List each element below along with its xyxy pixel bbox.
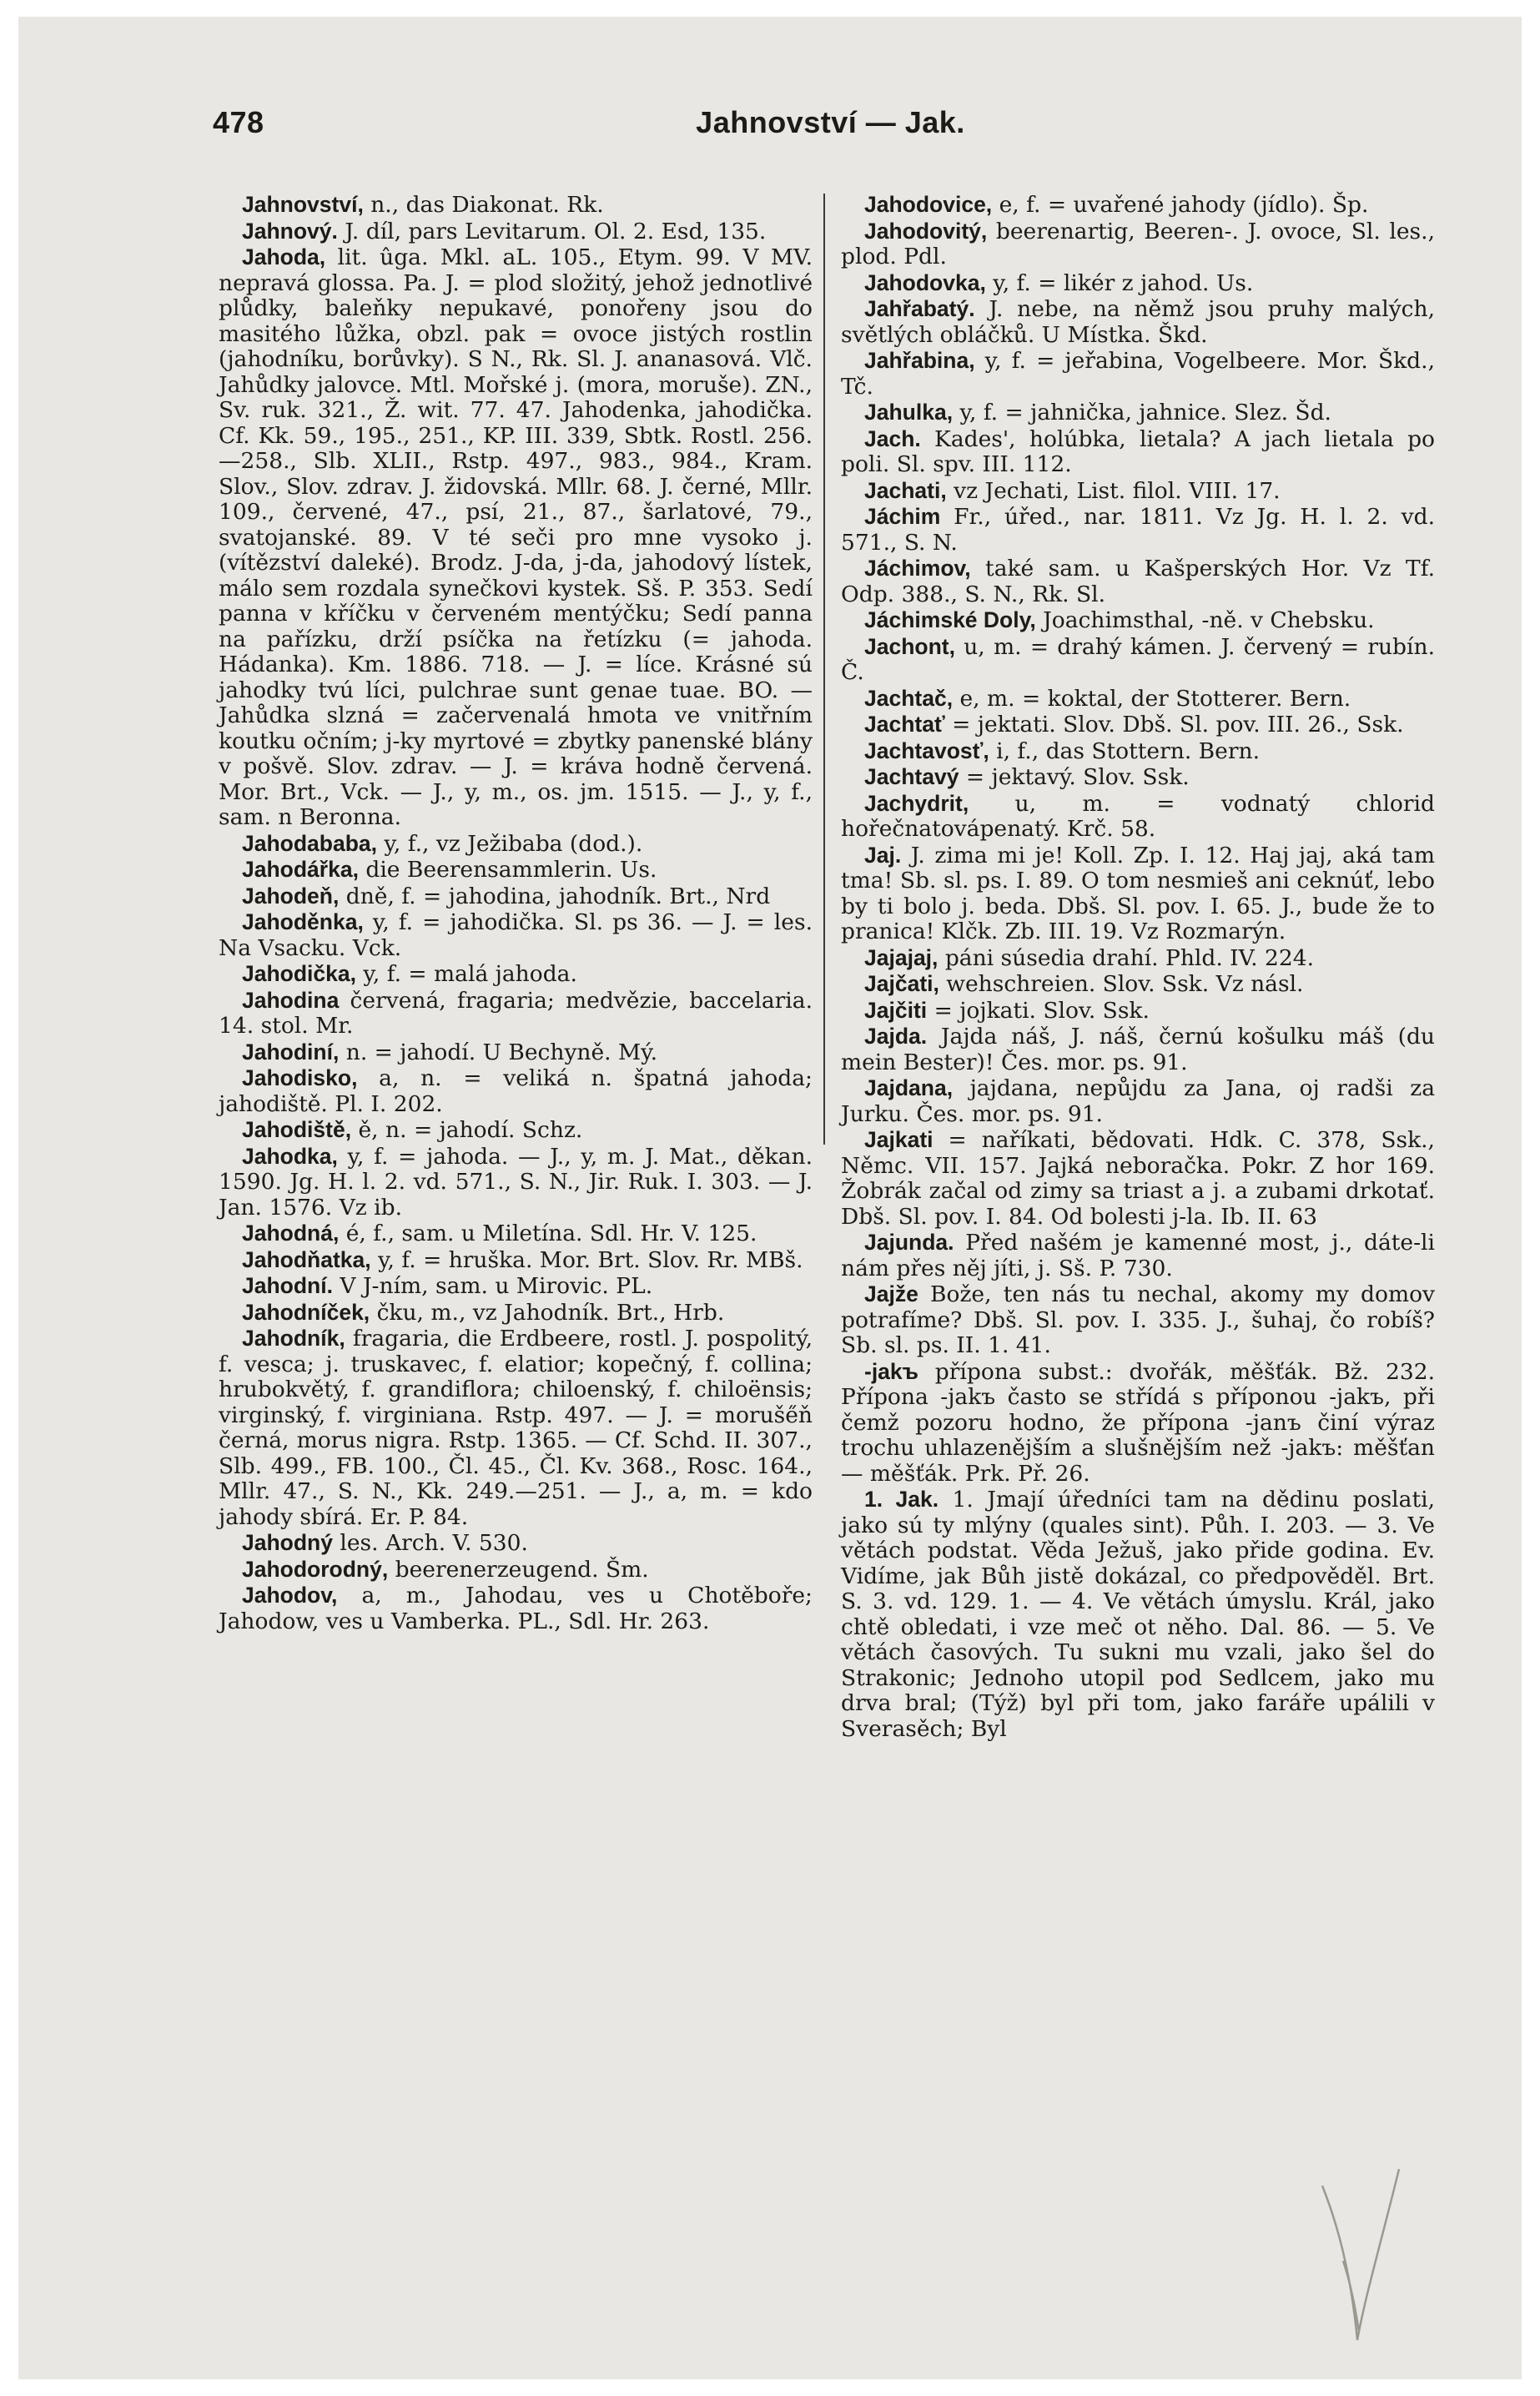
column-divider xyxy=(823,194,825,1145)
entry-headword: Jahodeň, xyxy=(242,883,340,909)
entry-definition: ě, n. = jahodí. Schz. xyxy=(351,1117,583,1143)
entry-definition: = jektavý. Slov. Ssk. xyxy=(959,764,1190,790)
dictionary-entry xyxy=(841,1075,1435,1127)
pencil-mark xyxy=(1306,2152,1406,2353)
entry-headword: Jahodisko, xyxy=(242,1065,358,1090)
entry-definition: y, f. = likér z jahod. Us. xyxy=(985,269,1254,296)
entry-definition: y, f. = jahnička, jahnice. Slez. Šd. xyxy=(953,400,1331,425)
dictionary-entry xyxy=(219,988,813,1039)
dictionary-entry xyxy=(841,400,1435,426)
entry-definition: červená, fragaria; medvězie, baccelaria. 14. stol. Mr. xyxy=(219,987,813,1039)
entry-headword: Jahulka, xyxy=(864,400,954,425)
dictionary-entry xyxy=(219,1247,813,1274)
entry-headword: Jachont, xyxy=(864,633,955,659)
entry-definition: páni súsedia drahí. Phld. IV. 224. xyxy=(938,944,1314,971)
left-column xyxy=(219,192,813,1634)
entry-headword: Jahřabatý. xyxy=(864,296,975,321)
entry-definition: J. zima mi je! Koll. Zp. I. 12. Haj jaj, aká tam tma! Sb. sl. ps. I. 89. O tom nesmieš ani ceknúť, lebo by ti bolo j. beda. Dbš. Sl. pov. I. 65. J., bude že to pranica! Klčk. Zb. III. 19. Vz Rozmarýn. xyxy=(841,842,1435,944)
entry-headword: Jáchim xyxy=(864,504,941,529)
dictionary-entry xyxy=(841,1024,1435,1075)
dictionary-entry xyxy=(841,738,1435,765)
dictionary-entry xyxy=(841,945,1435,972)
dictionary-entry xyxy=(219,1530,813,1557)
entry-definition: y, f. = jeřabina, Vogelbeere. Mor. Škd., Tč. xyxy=(841,348,1435,400)
dictionary-entry xyxy=(841,426,1435,478)
entry-definition: = jojkati. Slov. Ssk. xyxy=(927,997,1150,1024)
entry-definition: e, f. = uvařené jahody (jídlo). Šp. xyxy=(992,192,1369,218)
entry-headword: Jachydrit, xyxy=(864,790,969,816)
dictionary-entry xyxy=(841,1230,1435,1281)
dictionary-entry xyxy=(841,998,1435,1024)
entry-headword: Jahodný xyxy=(242,1530,333,1555)
entry-headword: Jahodorodný, xyxy=(242,1556,389,1582)
entry-definition: J. díl, pars Levitarum. Ol. 2. Esd, 135. xyxy=(337,218,767,244)
entry-headword: Jajunda. xyxy=(864,1230,954,1255)
dictionary-entry xyxy=(841,791,1435,843)
dictionary-entry xyxy=(841,348,1435,400)
entry-definition: y, f. = hruška. Mor. Brt. Slov. Rr. MBš. xyxy=(370,1246,803,1273)
entry-definition: čku, m., vz Jahodník. Brt., Hrb. xyxy=(370,1299,725,1326)
running-head: Jahnovství — Jak. xyxy=(696,105,965,139)
entry-headword: Jahodovka, xyxy=(864,269,986,295)
dictionary-entry xyxy=(219,1065,813,1117)
dictionary-entry xyxy=(841,1127,1435,1230)
entry-definition: Fr., úřed., nar. 1811. Vz Jg. H. l. 2. vd. 571., S. N. xyxy=(841,504,1435,556)
dictionary-entry xyxy=(841,219,1435,270)
dictionary-entry xyxy=(219,1039,813,1066)
entry-headword: Jahodářka, xyxy=(242,857,359,882)
dictionary-entry xyxy=(841,1487,1435,1742)
entry-definition: fragaria, die Erdbeere, rostl. J. pospolitý, f. vesca; j. truskavec, f. elatior; kopečný, f. collina; hrubokvětý, f. grandiflora; chiloenský, f. chiloënsis; virginský, f. virginiana. Rstp. 497. — J. = moruše̋ň černá, morus nigra. Rstp. 1365. — Cf. Schd. II. 307., Slb. 499., FB. 100., Čl. 45., Čl. Kv. 368., Rosc. 164., Mllr. 47., S. N., Kk. 249.—251. — J., a, m. = kdo jahody sbírá. Er. P. 84. xyxy=(219,1326,813,1530)
entry-headword: Jajčiti xyxy=(864,997,928,1023)
entry-definition: Jajda náš, J. náš, černú košulku máš (du mein Bester)! Čes. mor. ps. 91. xyxy=(841,1024,1435,1075)
page-header xyxy=(213,105,1448,142)
dictionary-entry xyxy=(841,270,1435,297)
entry-headword: Jahodník, xyxy=(242,1326,345,1351)
entry-headword: 1. Jak. xyxy=(864,1487,939,1512)
dictionary-entry xyxy=(219,883,813,910)
entry-headword: Jahodiště, xyxy=(242,1117,352,1142)
entry-definition: u, m. = drahý kámen. J. červený = rubín. Č. xyxy=(841,633,1435,685)
entry-headword: Jachati, xyxy=(864,477,947,503)
entry-headword: Jahodov, xyxy=(242,1583,338,1608)
entry-headword: Jahnovství, xyxy=(242,192,364,217)
dictionary-entry xyxy=(219,831,813,858)
entry-headword: Jahřabina, xyxy=(864,348,975,373)
entry-headword: Jahnový. xyxy=(242,218,338,244)
dictionary-entry xyxy=(219,1326,813,1530)
entry-headword: Jachtať xyxy=(864,712,945,737)
entry-definition: = naříkati, bědovati. Hdk. C. 378, Ssk., Němc. VII. 157. Jajká neboračka. Pokr. Z hor 169. Žobrák začal od zimy sa triast a j. a zubami drkotať. Dbš. Sl. pov. I. 84. Od bolesti j-la. Ib. II. 63 xyxy=(841,1127,1435,1230)
entry-headword: Jahodná, xyxy=(242,1221,340,1246)
entry-definition: přípona subst.: dvořák, měšťák. Bž. 232. Přípona -jakъ často se střídá s příponou -jakъ, při čemž pozoru hodno, že přípona -janъ činí výraz trochu uhlazenějším a slušnějším než -jakъ: měšťan — měšťák. Prk. Př. 26. xyxy=(841,1358,1435,1487)
right-column xyxy=(841,192,1435,1742)
page-number: 478 xyxy=(213,105,264,139)
entry-headword: Jajčati, xyxy=(864,971,939,996)
dictionary-entry xyxy=(841,843,1435,945)
entry-definition: 1. Jmají úředníci tam na dědinu poslati, jako sú ty mlýny (quales sint). Půh. I. 203. — 3. Ve větách podstat. Věda Ježuš, jako přide godina. Ev. Vidíme, jak Bůh jistě dokázal, co předpověděl. Brt. S. 3. vd. 129. 1. — 4. Ve větách úmyslu. Král, jako chtě obledati, i vze meč ot něho. Dal. 86. — 5. Ve větách časových. Tu sukni mu vzali, jako šel do Strakonic; Jednoho utopil pod Sedlcem, jako mu drva bral; (Týž) byl při tom, jako faráře upálili v Sverasěch; Byl xyxy=(841,1487,1436,1742)
entry-headword: Jajda. xyxy=(864,1024,928,1049)
dictionary-entry xyxy=(841,504,1435,556)
entry-headword: Jachtač, xyxy=(864,685,954,711)
dictionary-entry xyxy=(219,1300,813,1326)
dictionary-entry xyxy=(219,1273,813,1300)
dictionary-entry xyxy=(841,712,1435,738)
entry-headword: Jahodka, xyxy=(242,1143,338,1169)
dictionary-entry xyxy=(219,1583,813,1634)
entry-definition: jajdana, nepůjdu za Jana, oj radši za Jurku. Čes. mor. ps. 91. xyxy=(841,1075,1435,1127)
dictionary-entry xyxy=(841,686,1435,712)
entry-definition: beerenartig, Beeren-. J. ovoce, Sl. les., plod. Pdl. xyxy=(841,218,1435,269)
entry-headword: Jahodníček, xyxy=(242,1299,370,1325)
dictionary-entry xyxy=(841,1281,1435,1359)
dictionary-entry xyxy=(219,244,813,831)
entry-definition: n. = jahodí. U Bechyně. Mý. xyxy=(339,1039,658,1065)
dictionary-entry xyxy=(219,219,813,245)
dictionary-entry xyxy=(841,556,1435,607)
entry-definition: také sam. u Kašperských Hor. Vz Tf. Odp. 388., S. N., Rk. Sl. xyxy=(841,556,1435,607)
entry-definition: a, m., Jahodau, ves u Chotěboře; Jahodow, ves u Vamberka. PL., Sdl. Hr. 263. xyxy=(219,1583,813,1634)
entry-definition: J. nebe, na němž jsou pruhy malých, světlých obláčků. U Místka. Škd. xyxy=(841,296,1435,348)
entry-headword: Jahodovitý, xyxy=(864,218,988,244)
entry-headword: Jahoděnka, xyxy=(242,909,364,934)
entry-definition: die Beerensammlerin. Us. xyxy=(358,857,657,883)
entry-definition: y, f. = malá jahoda. xyxy=(355,961,577,987)
entry-headword: Jachtavosť, xyxy=(864,737,989,763)
entry-definition: vz Jechati, List. filol. VIII. 17. xyxy=(946,477,1281,504)
entry-headword: Jajže xyxy=(864,1281,918,1306)
entry-definition: e, m. = koktal, der Stotterer. Bern. xyxy=(953,685,1351,712)
dictionary-entry xyxy=(841,607,1435,634)
entry-headword: Jajkati xyxy=(864,1127,934,1152)
entry-definition: les. Arch. V. 530. xyxy=(332,1530,528,1556)
dictionary-entry xyxy=(219,1557,813,1583)
dictionary-entry xyxy=(219,1117,813,1144)
entry-definition: y, f. = jahoda. — J., y, m. J. Mat., děkan. 1590. Jg. H. l. 2. vd. 571., S. N., Jir. Ruk. I. 303. — J. Jan. 1576. Vz ib. xyxy=(219,1143,813,1221)
dictionary-entry xyxy=(219,1221,813,1247)
entry-definition: beerenerzeugend. Šm. xyxy=(388,1556,649,1583)
entry-definition: Před našém je kamenné most, j., dáte-li nám přes něj jíti, j. Sš. P. 730. xyxy=(841,1230,1435,1281)
dictionary-entry xyxy=(841,478,1435,505)
dictionary-entry xyxy=(219,909,813,961)
entry-headword: Jajdana, xyxy=(864,1075,954,1100)
dictionary-entry xyxy=(219,192,813,219)
dictionary-entry xyxy=(841,1359,1435,1487)
entry-headword: Jahodina xyxy=(242,987,340,1013)
entry-headword: Jahodní. xyxy=(242,1273,333,1298)
entry-definition: dně, f. = jahodina, jahodník. Brt., Nrd xyxy=(339,883,771,909)
dictionary-entry xyxy=(841,634,1435,686)
entry-definition: a, n. = veliká n. špatná jahoda; jahodiště. Pl. I. 202. xyxy=(219,1065,813,1117)
entry-definition: y, f., vz Ježibaba (dod.). xyxy=(377,830,643,857)
entry-definition: = jektati. Slov. Dbš. Sl. pov. III. 26., Ssk. xyxy=(944,712,1404,737)
entry-definition: é, f., sam. u Miletína. Sdl. Hr. V. 125. xyxy=(339,1221,757,1246)
entry-headword: Jáchimov, xyxy=(864,556,971,581)
entry-headword: Jahodňatka, xyxy=(242,1246,371,1272)
entry-definition: wehschreien. Slov. Ssk. Vz násl. xyxy=(939,971,1304,997)
entry-definition: lit. ûga. Mkl. aL. 105., Etym. 99. V MV. nepravá glossa. Pa. J. = plod složitý, jehož jednotlivé plůdky, baleňky nepukavé, ponořeny jsou do masitého lůžka, obzl. pak = ovoce jistých rostlin (jahodníku, borůvky). S N., Rk. Sl. J. ananasová. Vlč. Jahůdky jalovce. Mtl. Mořské j. (mora, moruše). ZN., Sv. ruk. 321., Ž. wit. 77. 47. Jahodenka, jahodička. Cf. Kk. 59., 195., 251., KP. III. 339, Sbtk. Rostl. 256.—258., Slb. XLII., Rstp. 497., 983., 984., Kram. Slov., Slov. zdrav. J. židovská. Mllr. 68. J. černé, Mllr. 109., červené, 47., psí, 21., 87., šarlatové, 79., svatojanské. 89. V té seči pro mne vysoko j. (vítězství daleké). Brodz. J-da, j-da, jahodový lístek, málo sem rozdala synečkovi kystek. Sš. P. 353. Sedí panna v kříčku v červeném mentýčku; Sedí panna na pařízku, drží psíčka na řetízku (= jahoda. Hádanka). Km. 1886. 718. — J. = líce. Krásné sú jahodky tvú líci, pulchrae sunt genae tuae. BO. — Jahůdka slzná = začervenalá hmota ve vnitřním koutku očním; j-ky myrtové = zbytky panenské blány v pošvě. Slov. zdrav. — J. = kráva hodně červená. Mor. Brt., Vck. — J., y, m., os. jm. 1515. — J., y, f., sam. n Beronna. xyxy=(219,244,813,830)
entry-definition: i, f., das Stottern. Bern. xyxy=(989,737,1260,764)
dictionary-entry xyxy=(219,1144,813,1221)
entry-headword: Jaj. xyxy=(864,842,902,868)
dictionary-entry xyxy=(219,857,813,883)
entry-headword: Jachtavý xyxy=(864,764,959,789)
entry-definition: n., das Diakonat. Rk. xyxy=(363,192,604,218)
entry-headword: Jach. xyxy=(864,425,921,451)
entry-definition: u, m. = vodnatý chlorid hořečnatovápenatý. Krč. 58. xyxy=(841,790,1435,842)
entry-definition: Joachimsthal, -ně. v Chebsku. xyxy=(1035,607,1375,633)
entry-definition: Kades', holúbka, lietala? A jach lietala po poli. Sl. spv. III. 112. xyxy=(841,425,1435,477)
entry-headword: -jakъ xyxy=(864,1358,918,1384)
entry-headword: Jahodababa, xyxy=(242,830,377,856)
entry-definition: y, f. = jahodička. Sl. ps 36. — J. = les. Na Vsacku. Vck. xyxy=(219,909,813,961)
entry-headword: Jajajaj, xyxy=(864,944,939,970)
dictionary-entry xyxy=(841,971,1435,998)
entry-definition: V J-ním, sam. u Mirovic. PL. xyxy=(332,1273,653,1299)
dictionary-entry xyxy=(841,764,1435,791)
dictionary-entry xyxy=(841,296,1435,348)
entry-headword: Jahodiní, xyxy=(242,1039,340,1065)
entry-headword: Jahodovice, xyxy=(864,192,993,217)
entry-headword: Jahodička, xyxy=(242,961,356,986)
entry-headword: Jáchimské Doly, xyxy=(864,607,1036,632)
entry-definition: Bože, ten nás tu nechal, akomy my domov potrafíme? Dbš. Sl. pov. I. 335. J., šuhaj, čo robíš? Sb. sl. ps. II. 1. 41. xyxy=(841,1281,1435,1358)
dictionary-entry xyxy=(219,961,813,988)
entry-headword: Jahoda, xyxy=(242,244,326,269)
dictionary-entry xyxy=(841,192,1435,219)
